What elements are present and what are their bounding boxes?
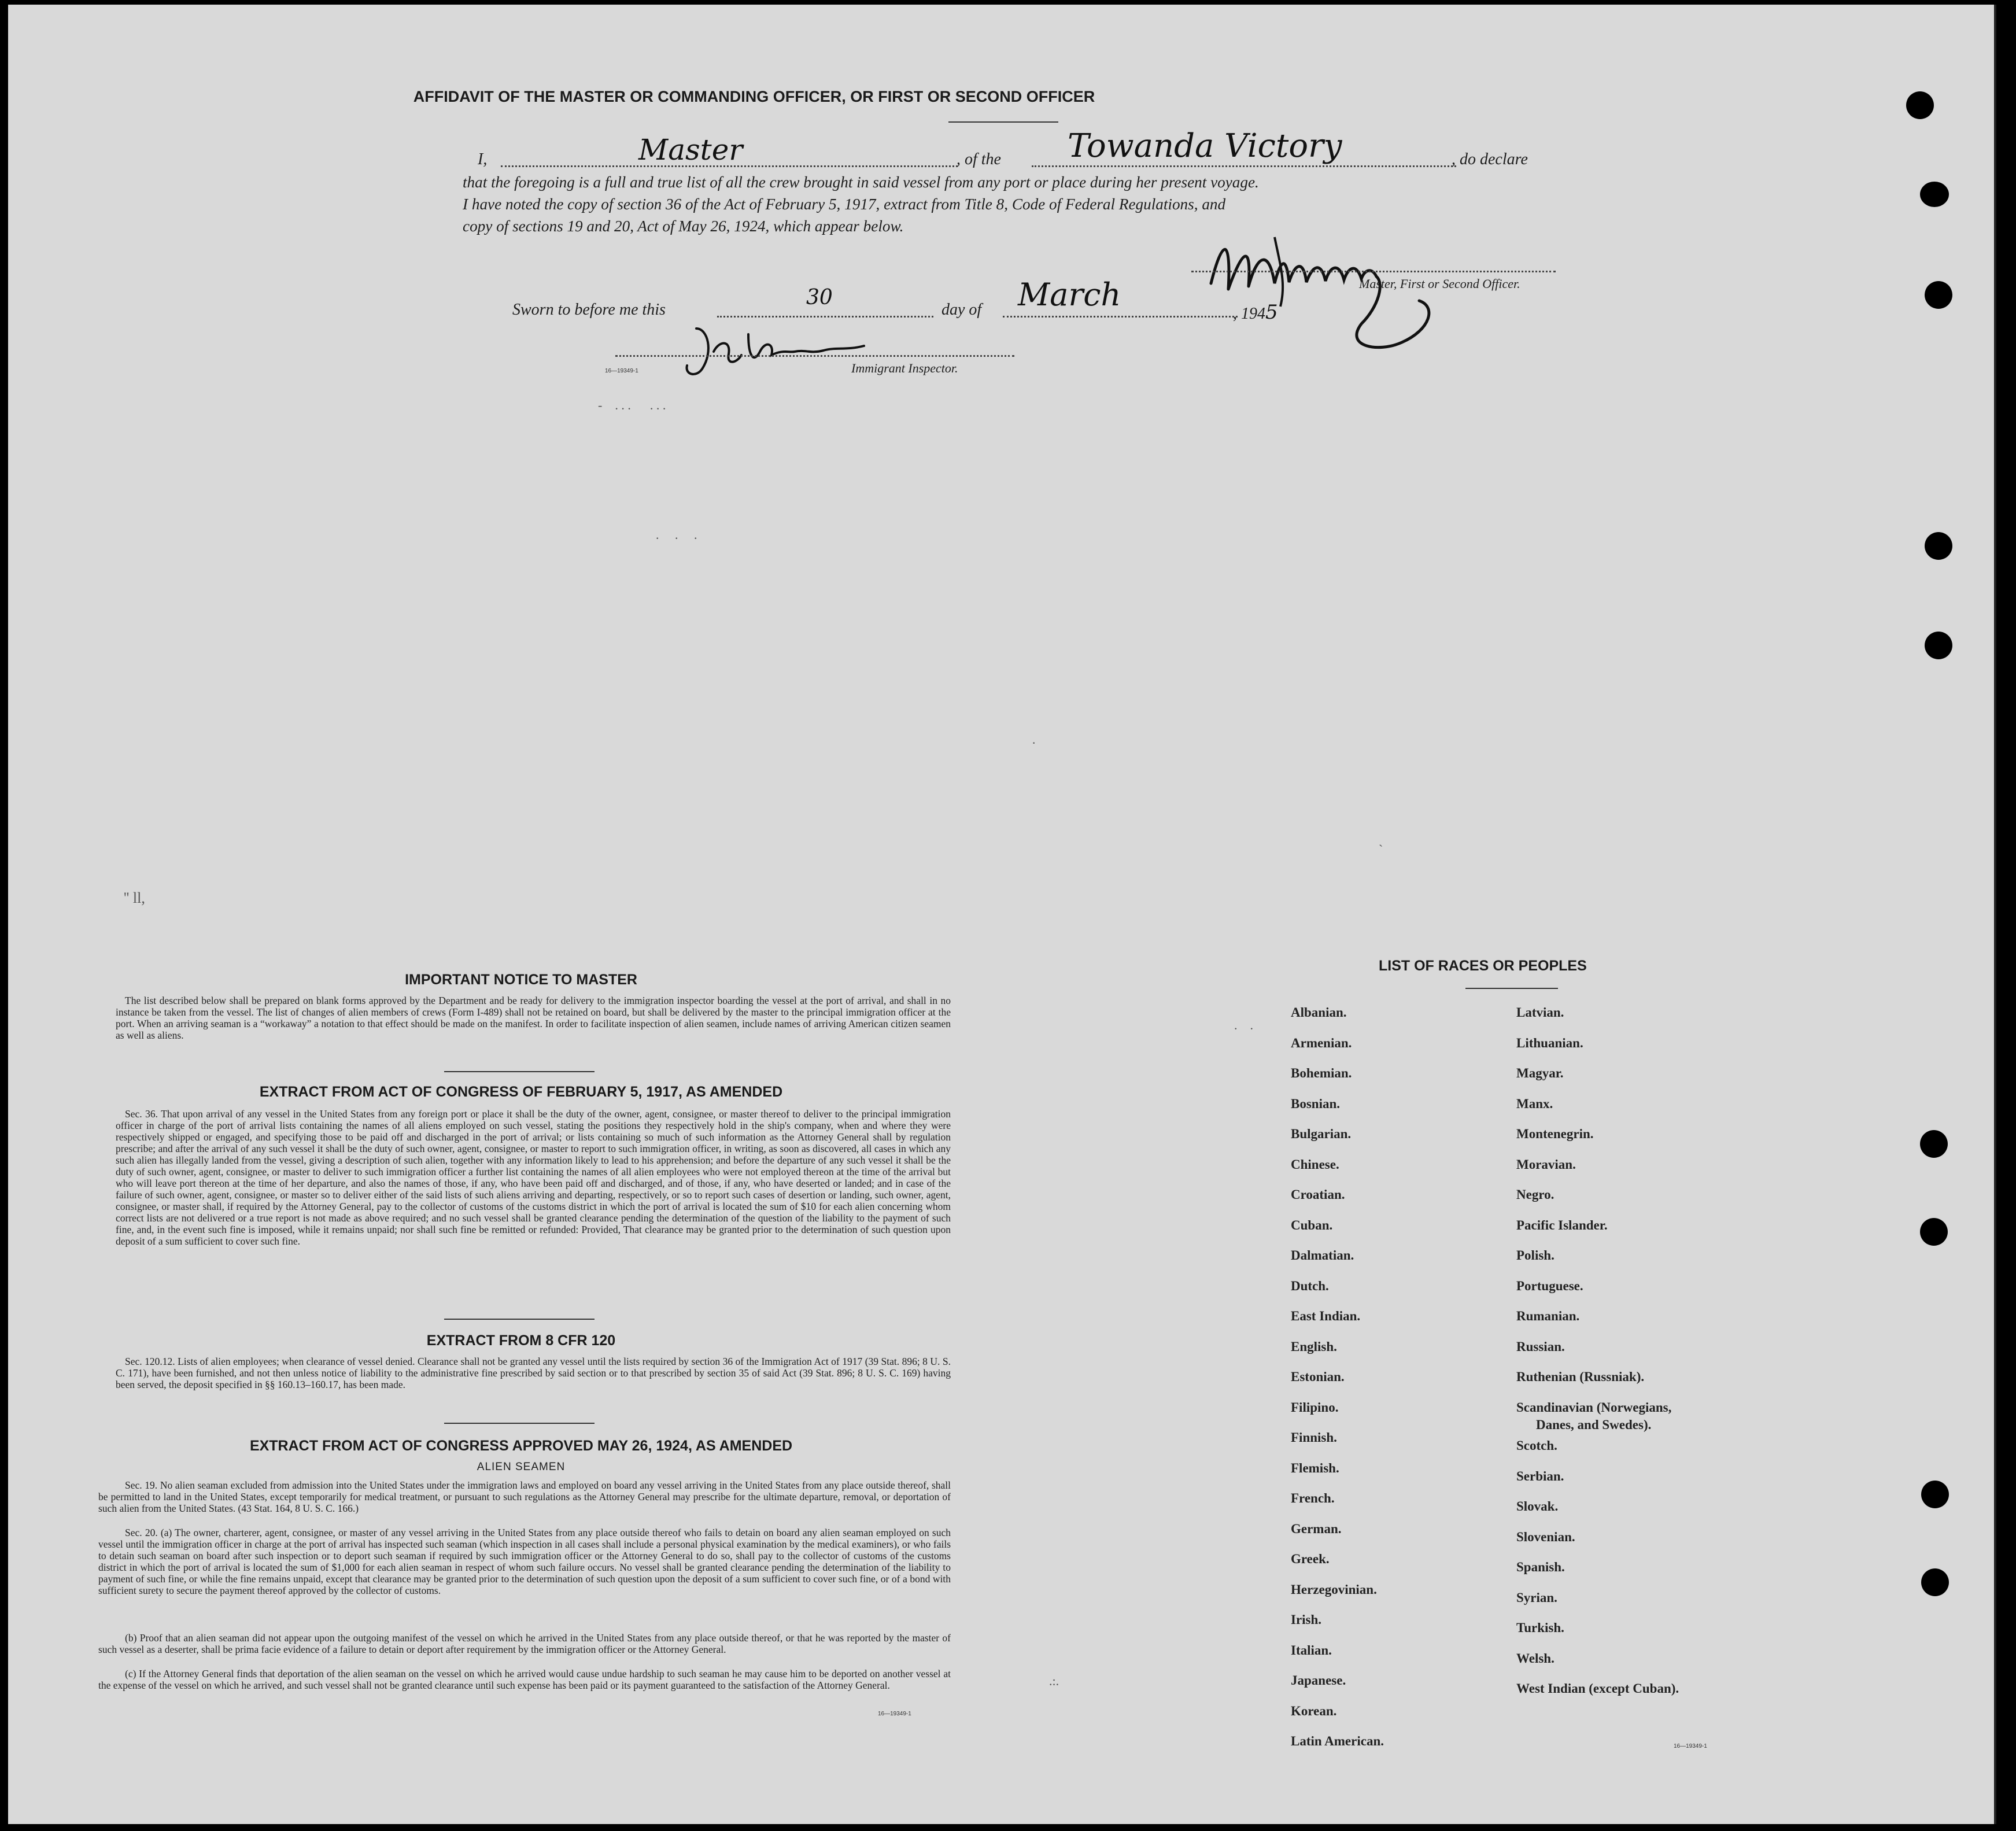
inspector-caption: Immigrant Inspector. <box>851 361 958 375</box>
title-divider <box>948 121 1058 123</box>
race-item: Croatian. <box>1291 1187 1345 1202</box>
extract-cfr-body: Sec. 120.12. Lists of alien employees; when clearance of vessel denied. Clearance shall not be granted any vessel until the lists required by section 36 of the Immigration Act of 1917 (39 Stat. 896; 8 U. S. C. 171), have been furnished, and not then unless notice of liability to the administrative fine prescribed by said section or to that prescribed by section 35 of said Act (39 Stat. 896; 8 U. S. C. 169) having been served, the deposit specified in §§ 160.13–160.17, has been made. <box>116 1356 951 1390</box>
race-item: Pacific Islander. <box>1516 1217 1608 1232</box>
race-item: Italian. <box>1291 1642 1332 1658</box>
punch-hole <box>1920 182 1949 207</box>
signature-line <box>1191 271 1556 272</box>
race-item: Slovenian. <box>1516 1529 1575 1544</box>
bleed-through-mark: - . . . . . . <box>598 398 666 412</box>
race-item: Slovak. <box>1516 1499 1559 1513</box>
race-item: Bulgarian. <box>1291 1127 1352 1141</box>
sworn-day: 30 <box>806 286 833 309</box>
notice-title: IMPORTANT NOTICE TO MASTER <box>405 972 637 988</box>
race-item: Moravian. <box>1516 1157 1576 1172</box>
punch-hole <box>1906 91 1934 119</box>
race-item: Latin American. <box>1291 1734 1384 1748</box>
bleed-through-mark: · <box>1032 736 1036 750</box>
race-item: English. <box>1291 1339 1337 1354</box>
race-item: Polish. <box>1516 1248 1555 1262</box>
punch-hole <box>1920 1130 1948 1158</box>
bleed-through-mark: .:. <box>1049 1674 1059 1688</box>
punch-hole <box>1920 1218 1948 1246</box>
race-item: Turkish. <box>1516 1620 1564 1635</box>
race-item: Montenegrin. <box>1516 1127 1594 1141</box>
document-page <box>8 5 1996 1824</box>
punch-hole <box>1925 532 1952 560</box>
affidavit-line-4: copy of sections 19 and 20, Act of May 26, 1924, which appear below. <box>463 217 904 235</box>
race-item: Scandinavian (Norwegians, <box>1516 1400 1672 1415</box>
race-item: Greek. <box>1291 1552 1330 1566</box>
race-item: Cuban. <box>1291 1217 1333 1232</box>
race-item: Rumanian. <box>1516 1309 1580 1323</box>
affidavit-i-label: I, <box>478 150 488 168</box>
races-divider <box>1465 988 1558 989</box>
race-item: Lithuanian. <box>1516 1035 1583 1050</box>
race-item: Danes, and Swedes). <box>1536 1417 1652 1432</box>
race-item: French. <box>1291 1491 1335 1505</box>
notice-form-number: 16—19349-1 <box>878 1711 911 1717</box>
race-item: Finnish. <box>1291 1430 1337 1445</box>
sworn-month: March <box>1018 276 1121 313</box>
race-item: Filipino. <box>1291 1400 1339 1415</box>
notice-body: The list described below shall be prepared on blank forms approved by the Department and be ready for delivery to the immigration inspector boarding the vessel at the port of arrival, and shall in no instance be taken from the vessel. The list of changes of alien members of crews (Form I-489) shall not be retained on board, but shall be delivered by the master to the principal immigration officer at the port. When an arriving seaman is a “workaway” a notation to that effect should be made on the manifest. In order to facilitate inspection of alien seamen, include names of arriving American citizen seamen as well as aliens. <box>116 995 951 1041</box>
race-item: Dalmatian. <box>1291 1248 1354 1262</box>
punch-hole <box>1921 1481 1949 1508</box>
race-item: Russian. <box>1516 1339 1565 1354</box>
races-title: LIST OF RACES OR PEOPLES <box>1379 958 1587 974</box>
race-item: Armenian. <box>1291 1035 1352 1050</box>
sec-20a-body: Sec. 20. (a) The owner, charterer, agent, consignee, or master of any vessel arriving in the United States from any place outside thereof who fails to detain on board any alien seaman employed on such vessel until the immigration officer in charge at the port of arrival has inspected such seaman (which inspection in all cases shall include a personal physical examination by the medical examiners), or who fails to detain such seaman on board after such inspection or to deport such seaman if required by such immigration officer or the Attorney General to do so, shall pay to the collector of customs of the customs district in which the port of arrival is located the sum of $1,000 for each alien seaman in respect of whom such failure occurs. No vessel shall be granted clearance pending the determination of the liability to payment of such fine, or while the fine remains unpaid, except that clearance may be granted prior to the determination of such question upon the deposit of a sum sufficient to cover such fine, or of a bond with sufficient surety to secure the payment thereof approved by the collector of customs. <box>98 1527 951 1596</box>
bleed-through-mark: '' ll, <box>124 889 145 906</box>
affidavit-form-number: 16—19349-1 <box>605 368 638 374</box>
race-item: Negro. <box>1516 1187 1555 1202</box>
race-item: Welsh. <box>1516 1651 1555 1666</box>
sworn-year <box>1233 301 1278 324</box>
sworn-month-line <box>1003 316 1238 318</box>
inspector-signature-line <box>615 355 1014 357</box>
bleed-through-mark: ` <box>1379 842 1383 857</box>
bleed-through-mark: . . <box>1234 1018 1253 1032</box>
sec-19-body: Sec. 19. No alien seaman excluded from admission into the United States under the immigration laws and employed on board any vessel arriving in the United States from any place outside thereof, shall be permitted to land in the United States, except temporarily for medical treatment, or pursuant to such regulations as the Attorney General may prescribe for the ultimate departure, removal, or deportation of such alien from the United States. (43 Stat. 164, 8 U. S. C. 166.) <box>98 1479 951 1514</box>
bleed-through-mark: . . . <box>656 527 697 542</box>
extract-1917-title: EXTRACT FROM ACT OF CONGRESS OF FEBRUARY 5, 1917, AS AMENDED <box>259 1084 783 1100</box>
extract-cfr-title: EXTRACT FROM 8 CFR 120 <box>426 1332 616 1349</box>
race-item: Syrian. <box>1516 1590 1557 1605</box>
punch-hole <box>1921 1568 1949 1596</box>
race-item: Dutch. <box>1291 1278 1329 1293</box>
divider <box>444 1319 595 1320</box>
extract-1917-body: Sec. 36. That upon arrival of any vessel in the United States from any foreign port or place it shall be the duty of the owner, agent, consignee, or master thereof to deliver to the principal immigration officer in charge of the port of arrival lists containing the names of all aliens employed on such vessel, stating the positions they respectively hold in the ship's company, when and where they were respectively shipped or engaged, and specifying those to be paid off and discharged in the port of arrival; or lists containing so much of such information as the Attorney General shall by regulation prescribe; and after the arrival of any such vessel it shall be the duty of such owner, agent, consignee, or master to report to such immigration officer, in writing, as soon as discovered, all cases in which any such alien has illegally landed from the vessel, giving a description of such alien, together with any information likely to lead to his apprehension; and before the departure of any such vessel it shall be the duty of such owner, agent, consignee, or master to deliver to such immigration officer a further list containing the names of all alien employees who were not employed thereon at the time of the arrival but who will leave port thereon at the time of her departure, and also the names of those, if any, who have been paid off and discharged, and of those, if any, who have deserted or landed; and in case of the failure of such owner, agent, consignee, or master so to deliver either of the said lists of such aliens arriving and departing, respectively, or so to report such cases of desertion or landing, such owner, agent, consignee, or master shall, if required by the Attorney General, pay to the collector of customs of the customs district in which the port of arrival is located the sum of $10 for each alien concerning whom correct lists are not delivered or a true report is not made as above required; and no such vessel shall be granted clearance pending the determination of the question of the liability to the payment of such fine, and, in the event such fine is imposed, while it remains unpaid; nor shall such fine be remitted or refunded: Provided, That clearance may be granted prior to the determination of such question upon deposit of a sum sufficient to cover such fine. <box>116 1108 951 1247</box>
race-item: Portuguese. <box>1516 1278 1583 1293</box>
sec-20b-body: (b) Proof that an alien seaman did not appear upon the outgoing manifest of the vessel on which he arrived in the United States from any place outside thereof, or that he was reported by the master of such vessel as a deserter, shall be prima facie evidence of a failure to detain or deport after requirement by the immigration officer or the Attorney General. <box>98 1632 951 1655</box>
affidavit-line-2: that the foregoing is a full and true list of all the crew brought in said vessel from any port or place during her present voyage. <box>463 173 1259 191</box>
do-declare-label: , do declare <box>1452 150 1528 168</box>
race-item: Latvian. <box>1516 1005 1564 1020</box>
race-item: East Indian. <box>1291 1309 1361 1323</box>
race-item: German. <box>1291 1521 1342 1536</box>
race-item: Estonian. <box>1291 1369 1345 1384</box>
races-form-number: 16—19349-1 <box>1674 1743 1707 1749</box>
alien-seamen-subtitle: ALIEN SEAMEN <box>477 1461 566 1473</box>
race-item: West Indian (except Cuban). <box>1516 1681 1679 1696</box>
sec-20c-body: (c) If the Attorney General finds that deportation of the alien seaman on the vessel on which he arrived would cause undue hardship to such seaman he may cause him to be deported on another vessel at the expense of the vessel on which he arrived, and such vessel shall not be granted clearance until such expense has been paid or its payment guaranteed to the satisfaction of the Attorney General. <box>98 1668 951 1691</box>
race-item: Herzegovinian. <box>1291 1582 1377 1597</box>
race-item: Chinese. <box>1291 1157 1339 1172</box>
race-item: Flemish. <box>1291 1460 1339 1475</box>
race-item: Bohemian. <box>1291 1066 1352 1080</box>
divider <box>444 1071 595 1072</box>
signature-caption: Master, First or Second Officer. <box>1359 276 1520 291</box>
vessel-name-line <box>1032 165 1456 167</box>
race-item: Magyar. <box>1516 1066 1564 1080</box>
race-item: Korean. <box>1291 1703 1337 1718</box>
divider <box>444 1423 595 1424</box>
declarant-position: Master <box>638 133 743 167</box>
year-printed: , 194 <box>1233 305 1265 323</box>
extract-1924-title: EXTRACT FROM ACT OF CONGRESS APPROVED MAY 26, 1924, AS AMENDED <box>249 1438 793 1454</box>
race-item: Ruthenian (Russniak). <box>1516 1369 1645 1384</box>
punch-hole <box>1925 281 1952 309</box>
affidavit-title: AFFIDAVIT OF THE MASTER OR COMMANDING OFFICER, OR FIRST OR SECOND OFFICER <box>413 88 1095 105</box>
race-item: Spanish. <box>1516 1560 1565 1574</box>
race-item: Manx. <box>1516 1096 1553 1111</box>
race-item: Scotch. <box>1516 1438 1557 1453</box>
race-item: Irish. <box>1291 1612 1322 1627</box>
race-item: Albanian. <box>1291 1005 1347 1020</box>
year-written: 5 <box>1265 301 1278 324</box>
race-item: Bosnian. <box>1291 1096 1341 1111</box>
of-the-label: , of the <box>957 150 1001 168</box>
affidavit-line-3: I have noted the copy of section 36 of the Act of February 5, 1917, extract from Title 8, Code of Federal Regulations, and <box>463 195 1226 213</box>
vessel-name: Towanda Victory <box>1068 127 1342 165</box>
race-item: Japanese. <box>1291 1673 1346 1688</box>
day-of-label: day of <box>941 301 982 319</box>
sworn-label: Sworn to before me this <box>512 301 666 319</box>
race-item: Serbian. <box>1516 1468 1564 1483</box>
inspector-signature <box>673 317 893 386</box>
punch-hole <box>1925 632 1952 659</box>
